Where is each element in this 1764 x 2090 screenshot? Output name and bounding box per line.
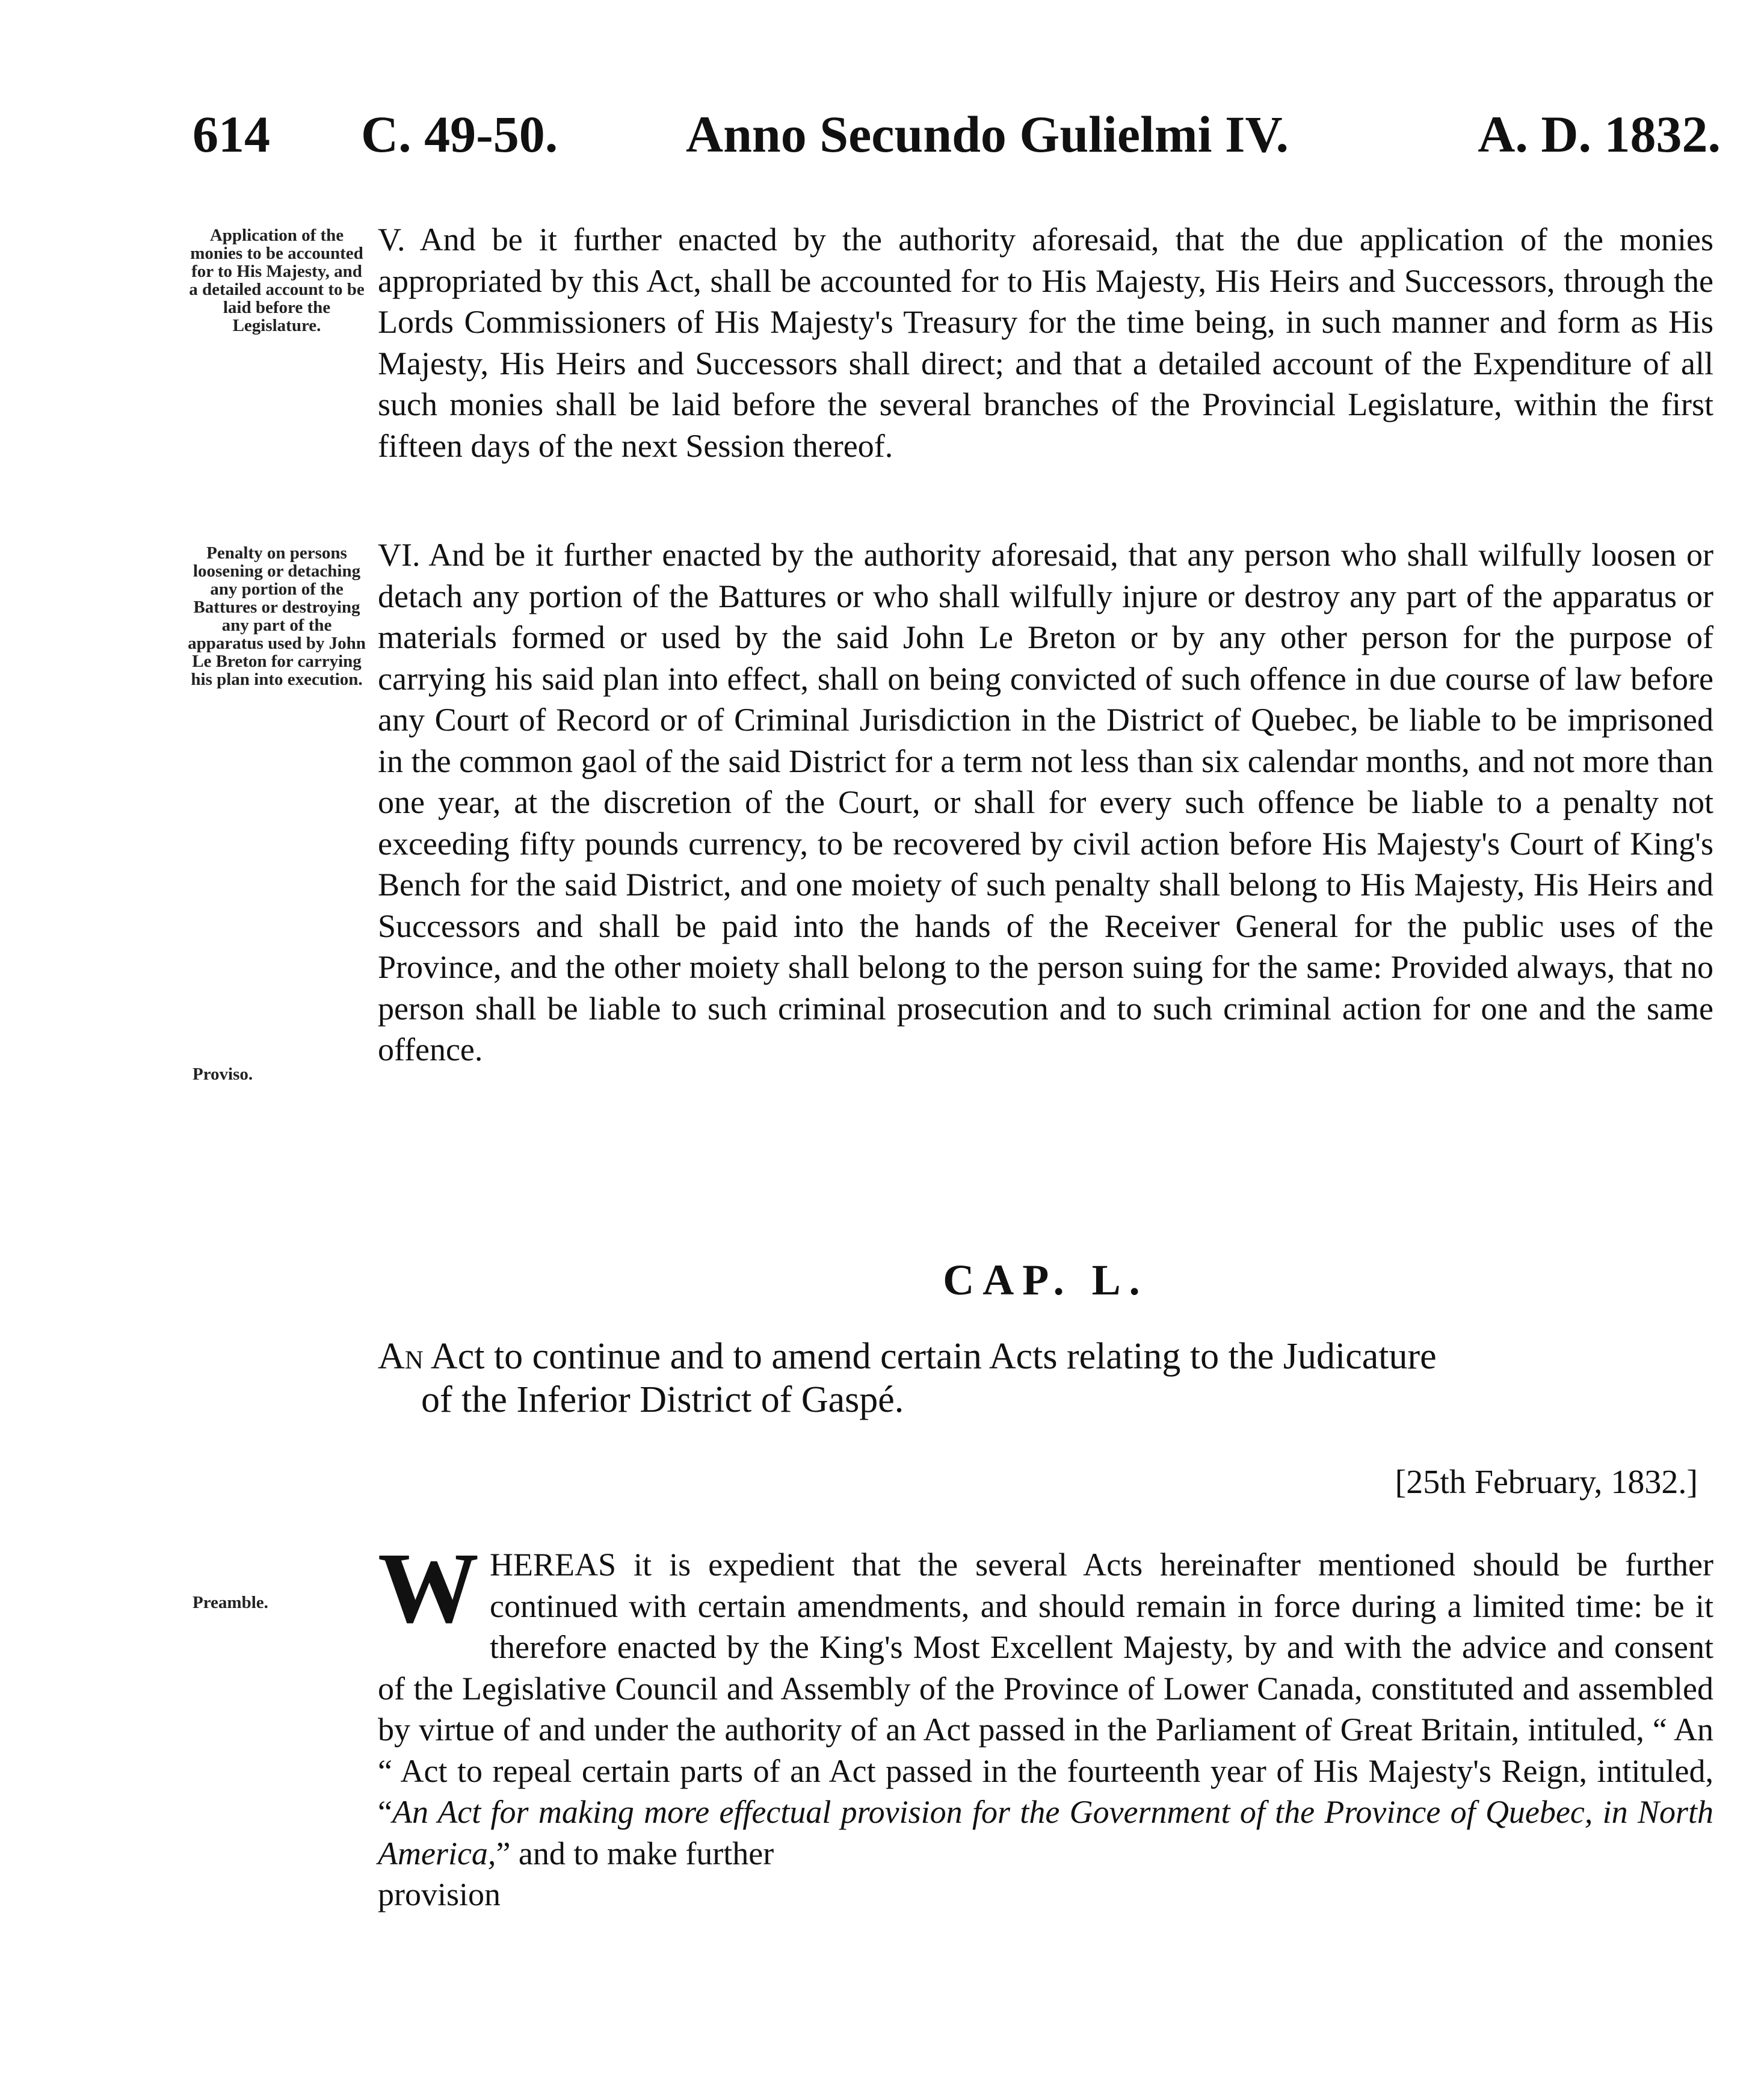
page-number: 614: [193, 105, 270, 163]
section-v: [378, 219, 1713, 466]
catchword: provision: [378, 1876, 501, 1912]
preamble: [378, 1532, 1713, 1915]
preamble-italic-title: An Act for making more effectual provision for the Government of the Province of Quebec, in North America,: [378, 1794, 1713, 1872]
margin-note-section-v: Application of the monies to be accounted for to His Majesty, and a detailed account to be laid before the Legislature.: [189, 226, 365, 335]
act-title: [378, 1335, 1713, 1421]
running-header: [193, 101, 1721, 167]
section-v-text: V. And be it further enacted by the authority aforesaid, that the due application of the monies appropriated by this Act, shall be accounted for to His Majesty, His Heirs and Successors, through the Lords Commissioners of His Majesty's Treasury for the time being, in such manner and form as His Majesty, His Heirs and Successors shall direct; and that a detailed account of the Expenditure of all such monies shall be laid before the several branches of the Provincial Legislature, within the first fifteen days of the next Session thereof.: [378, 221, 1713, 464]
preamble-text-part1: HEREAS it is expedient that the several Acts hereinafter mentioned should be further continued with certain amendments, and should remain in force during a limited time: be it therefore enacted by the King's Most Excellent Majesty, by and with the advice and consent of the Legislative Council and Assembly of the Province of Lower Canada, constituted and assembled by virtue of and under the authority of an Act passed in the Parliament of Great Britain, intituled, “ An “ Act to repeal certain parts of an Act passed in the fourteenth year of His Majesty's Reign, intituled, “: [378, 1547, 1713, 1830]
margin-note-preamble: Preamble.: [193, 1593, 268, 1612]
chapter-reference: C. 49-50.: [361, 105, 558, 163]
act-title-line1: Act to continue and to amend certain Acts relating to the Judicature: [430, 1336, 1437, 1377]
header-year: A. D. 1832.: [1478, 105, 1721, 163]
chapter-heading: CAP. L.: [943, 1256, 1149, 1304]
act-date: [25th February, 1832.]: [1395, 1464, 1698, 1501]
section-vi-text: VI. And be it further enacted by the authority aforesaid, that any person who shall wilfully loosen or detach any portion of the Battures or who shall wilfully injure or destroy any part of the apparatus or materials formed or used by the said John Le Breton or by any other person for the purpose of carrying his said plan into effect, shall on being convicted of such offence in due course of law before any Court of Record or of Criminal Jurisdiction in the District of Quebec, be liable to be imprisoned in the common gaol of the said District for a term not less than six calendar months, and not more than one year, at the discretion of the Court, or shall for every such offence be liable to a penalty not exceeding fifty pounds currency, to be recovered by civil action before His Majesty's Court of King's Bench for the said District, and one moiety of such penalty shall belong to His Majesty, His Heirs and Successors and shall be paid into the hands of the Receiver General for the public uses of the Province, and the other moiety shall belong to the person suing for the same: Provided always, that no person shall be liable to such criminal prosecution and to such criminal action for one and the same offence.: [378, 537, 1713, 1068]
margin-note-section-vi: Penalty on persons loosening or detaching any portion of the Battures or destroying any part of the apparatus used by John Le Breton for carrying his plan into execution.: [188, 543, 366, 689]
section-vi: [378, 534, 1713, 1071]
margin-note-proviso: Proviso.: [193, 1065, 253, 1084]
header-title: Anno Secundo Gulielmi IV.: [686, 105, 1289, 163]
drop-cap: W: [378, 1532, 479, 1644]
preamble-text-part2: ” and to make further: [496, 1835, 774, 1872]
act-title-line2: of the Inferior District of Gaspé.: [421, 1379, 904, 1420]
act-title-first-word: An: [378, 1336, 424, 1377]
